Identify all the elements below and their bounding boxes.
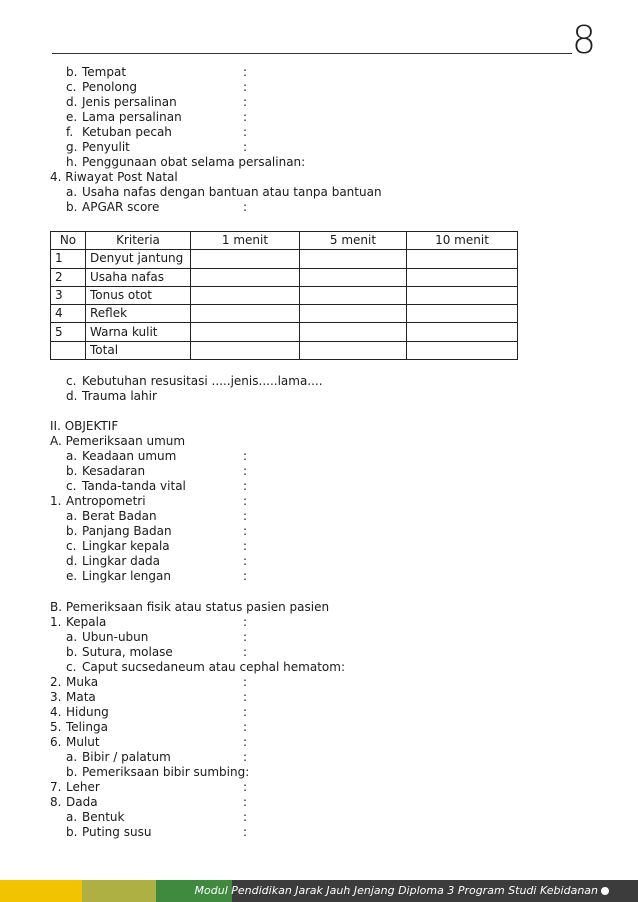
item-marker: 5.	[50, 720, 62, 734]
field-colon: :	[243, 539, 248, 553]
item-label: APGAR score	[82, 200, 160, 214]
form-field	[66, 200, 159, 215]
item-label: Bentuk	[82, 810, 125, 824]
item-marker: 7.	[50, 780, 62, 794]
item-label: Mata	[66, 690, 96, 704]
item-label: 4. Riwayat Post Natal	[50, 170, 178, 184]
item-label: Puting susu	[82, 825, 152, 839]
field-colon: :	[243, 554, 248, 568]
item-label: Lingkar dada	[82, 554, 161, 568]
cell-10-menit[interactable]	[407, 268, 518, 286]
field-colon: :	[243, 675, 248, 689]
field-colon: :	[243, 200, 248, 214]
cell-1-menit[interactable]	[191, 341, 300, 359]
form-field	[66, 825, 151, 840]
item-marker: h.	[66, 155, 78, 169]
field-colon: :	[243, 645, 248, 659]
form-field	[66, 660, 345, 675]
form-field	[50, 705, 109, 720]
item-label: Bibir / palatum	[82, 750, 171, 764]
section-heading	[50, 170, 178, 185]
item-marker: a.	[66, 185, 78, 199]
form-field	[66, 509, 157, 524]
cell-1-menit[interactable]	[191, 268, 300, 286]
table-row	[51, 305, 518, 323]
form-field	[66, 810, 124, 825]
item-label: Usaha nafas dengan bantuan atau tanpa bantuan	[82, 185, 382, 199]
item-marker: d.	[66, 554, 78, 568]
item-label: Dada	[66, 795, 98, 809]
item-label: Pemeriksaan bibir sumbing:	[82, 765, 250, 779]
item-label: Tempat	[82, 65, 127, 79]
form-field	[50, 735, 100, 750]
field-colon: :	[243, 810, 248, 824]
item-label: Jenis persalinan	[82, 95, 177, 109]
cell-5-menit[interactable]	[300, 250, 407, 268]
item-marker: 3.	[50, 690, 62, 704]
field-colon: :	[243, 795, 248, 809]
item-marker: a.	[66, 810, 78, 824]
item-label: Ketuban pecah	[82, 125, 172, 139]
item-marker: b.	[66, 645, 78, 659]
item-label: Ubun-ubun	[82, 630, 149, 644]
section-heading	[50, 600, 329, 615]
form-field	[50, 615, 106, 630]
item-label: Telinga	[66, 720, 108, 734]
item-marker: a.	[66, 449, 78, 463]
form-field	[50, 494, 146, 509]
field-colon: :	[243, 494, 248, 508]
cell-1-menit[interactable]	[191, 286, 300, 304]
page-number: 8	[571, 18, 596, 62]
item-label: Kebutuhan resusitasi .....jenis.....lama....	[82, 374, 323, 388]
table-row-total	[51, 341, 518, 359]
form-field	[66, 539, 170, 554]
form-field	[50, 780, 100, 795]
form-field	[66, 554, 160, 569]
cell-5-menit[interactable]	[300, 286, 407, 304]
cell-1-menit[interactable]	[191, 323, 300, 341]
form-field	[50, 690, 96, 705]
field-colon: :	[243, 630, 248, 644]
item-label: Keadaan umum	[82, 449, 177, 463]
item-label: Penggunaan obat selama persalinan:	[82, 155, 306, 169]
table-row	[51, 250, 518, 268]
cell-5-menit[interactable]	[300, 305, 407, 323]
form-field	[66, 185, 382, 200]
item-label: Penolong	[82, 80, 138, 94]
item-marker: b.	[66, 200, 78, 214]
field-colon: :	[243, 449, 248, 463]
form-field	[66, 750, 171, 765]
form-field	[66, 765, 249, 780]
row-kriteria: Usaha nafas	[86, 268, 191, 286]
form-field	[66, 80, 137, 95]
item-label: Leher	[66, 780, 100, 794]
item-marker: a.	[66, 509, 78, 523]
cell-10-menit[interactable]	[407, 341, 518, 359]
field-colon: :	[243, 65, 248, 79]
form-field	[66, 110, 182, 125]
item-marker: 6.	[50, 735, 62, 749]
item-label: A. Pemeriksaan umum	[50, 434, 186, 448]
form-field	[50, 675, 98, 690]
row-no: 5	[51, 323, 86, 341]
form-field	[66, 125, 172, 140]
item-marker: 2.	[50, 675, 62, 689]
item-marker: b.	[66, 825, 78, 839]
form-field	[50, 795, 98, 810]
form-field	[66, 449, 176, 464]
item-label: Muka	[66, 675, 99, 689]
item-label: II. OBJEKTIF	[50, 419, 119, 433]
field-colon: :	[243, 509, 248, 523]
form-field	[66, 464, 145, 479]
cell-5-menit[interactable]	[300, 268, 407, 286]
row-kriteria: Denyut jantung	[86, 250, 191, 268]
header-rule	[52, 53, 572, 54]
footer-stripe-yellow	[0, 880, 82, 902]
item-marker: c.	[66, 660, 77, 674]
item-marker: d.	[66, 389, 78, 403]
footer-stripe-olive	[82, 880, 156, 902]
field-colon: :	[243, 140, 248, 154]
field-colon: :	[243, 464, 248, 478]
header-1-menit: 1 menit	[191, 232, 300, 250]
field-colon: :	[243, 479, 248, 493]
row-no: 1	[51, 250, 86, 268]
item-marker: 4.	[50, 705, 62, 719]
item-label: Panjang Badan	[82, 524, 172, 538]
cell-10-menit[interactable]	[407, 250, 518, 268]
field-colon: :	[243, 569, 248, 583]
item-marker: c.	[66, 374, 77, 388]
field-colon: :	[243, 690, 248, 704]
header-kriteria: Kriteria	[86, 232, 191, 250]
header-5-menit: 5 menit	[300, 232, 407, 250]
item-marker: 1.	[50, 494, 62, 508]
row-no: 3	[51, 286, 86, 304]
item-label: Kepala	[66, 615, 107, 629]
field-colon: :	[243, 705, 248, 719]
item-label: Tanda-tanda vital	[82, 479, 186, 493]
section-heading	[50, 434, 185, 449]
table-header-row	[51, 232, 518, 250]
field-colon: :	[243, 110, 248, 124]
field-colon: :	[243, 95, 248, 109]
item-marker: b.	[66, 765, 78, 779]
form-field	[66, 374, 323, 389]
form-field	[50, 720, 108, 735]
item-marker: a.	[66, 630, 78, 644]
item-label: Antropometri	[66, 494, 146, 508]
cell-10-menit[interactable]	[407, 323, 518, 341]
header-10-menit: 10 menit	[407, 232, 518, 250]
item-label: Lingkar lengan	[82, 569, 171, 583]
row-kriteria: Total	[86, 341, 191, 359]
item-marker: a.	[66, 750, 78, 764]
item-marker: d.	[66, 95, 78, 109]
table-row	[51, 268, 518, 286]
form-field	[66, 95, 177, 110]
cell-10-menit[interactable]	[407, 286, 518, 304]
item-label: Lama persalinan	[82, 110, 182, 124]
footer-title: Modul Pendidikan Jarak Jauh Jenjang Diploma 3 Program Studi Kebidanan	[194, 884, 598, 897]
field-colon: :	[243, 720, 248, 734]
item-label: Penyulit	[82, 140, 130, 154]
form-field	[66, 140, 130, 155]
row-kriteria: Reflek	[86, 305, 191, 323]
field-colon: :	[243, 825, 248, 839]
item-marker: g.	[66, 140, 78, 154]
field-colon: :	[243, 780, 248, 794]
apgar-table	[50, 231, 518, 360]
form-field	[66, 389, 157, 404]
form-field	[66, 569, 171, 584]
field-colon: :	[243, 125, 248, 139]
item-label: Trauma lahir	[82, 389, 157, 403]
item-marker: c.	[66, 479, 77, 493]
form-field	[66, 630, 148, 645]
cell-5-menit[interactable]	[300, 341, 407, 359]
row-no: 2	[51, 268, 86, 286]
field-colon: :	[243, 750, 248, 764]
form-field	[66, 645, 173, 660]
footer-bullet-icon	[601, 887, 609, 895]
item-label: Lingkar kepala	[82, 539, 170, 553]
section-title	[50, 419, 118, 434]
item-marker: e.	[66, 569, 78, 583]
form-field	[66, 479, 186, 494]
field-colon: :	[243, 80, 248, 94]
item-label: Sutura, molase	[82, 645, 173, 659]
header-no: No	[51, 232, 86, 250]
form-field	[66, 524, 172, 539]
item-marker: b.	[66, 524, 78, 538]
form-field	[66, 155, 305, 170]
cell-1-menit[interactable]	[191, 305, 300, 323]
item-label: Hidung	[66, 705, 109, 719]
item-marker: b.	[66, 65, 78, 79]
cell-5-menit[interactable]	[300, 323, 407, 341]
row-no: 4	[51, 305, 86, 323]
field-colon: :	[243, 735, 248, 749]
item-marker: c.	[66, 80, 77, 94]
item-marker: b.	[66, 464, 78, 478]
item-marker: 1.	[50, 615, 62, 629]
item-marker: f.	[66, 125, 74, 139]
item-marker: e.	[66, 110, 78, 124]
item-label: Caput sucsedaneum atau cephal hematom:	[82, 660, 345, 674]
cell-1-menit[interactable]	[191, 250, 300, 268]
table-row	[51, 286, 518, 304]
item-marker: 8.	[50, 795, 62, 809]
cell-10-menit[interactable]	[407, 305, 518, 323]
item-label: Mulut	[66, 735, 100, 749]
item-marker: c.	[66, 539, 77, 553]
field-colon: :	[243, 524, 248, 538]
item-label: Berat Badan	[82, 509, 157, 523]
form-field	[66, 65, 126, 80]
row-kriteria: Tonus otot	[86, 286, 191, 304]
row-no	[51, 341, 86, 359]
field-colon: :	[243, 615, 248, 629]
table-row	[51, 323, 518, 341]
item-label: B. Pemeriksaan fisik atau status pasien pasien	[50, 600, 330, 614]
row-kriteria: Warna kulit	[86, 323, 191, 341]
item-label: Kesadaran	[82, 464, 146, 478]
